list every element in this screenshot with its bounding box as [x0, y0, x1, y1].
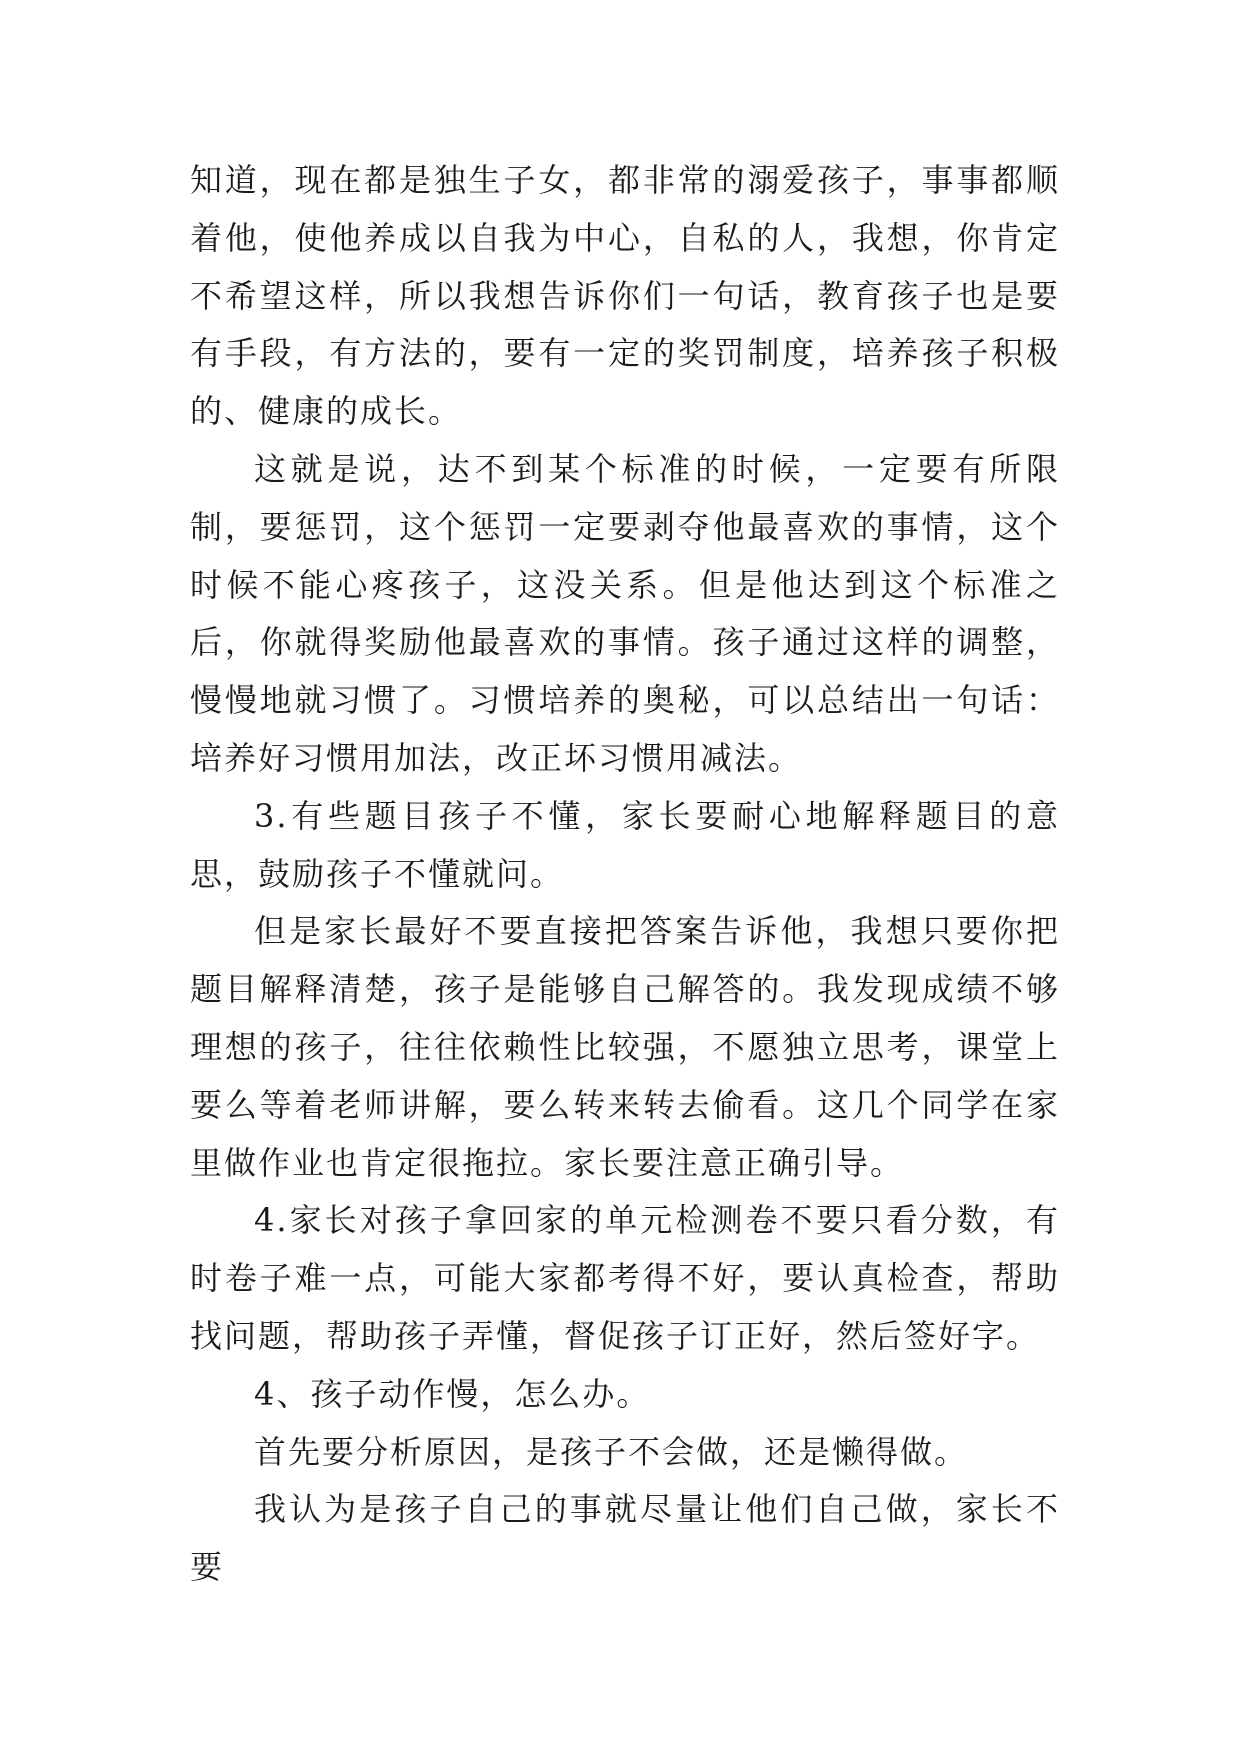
- paragraph-point-4: 4.家长对孩子拿回家的单元检测卷不要只看分数，有时卷子难一点，可能大家都考得不好，要认真检查，帮助找问题，帮助孩子弄懂，督促孩子订正好，然后签好字。: [190, 1201, 1060, 1355]
- document-body: [190, 152, 1060, 1597]
- paragraph-point-3: 3.有些题目孩子不懂，家长要耐心地解释题目的意思，鼓励孩子不懂就问。: [190, 796, 1060, 893]
- section-heading-slow-child: 4、孩子动作慢，怎么办。: [254, 1374, 651, 1413]
- paragraph-self-reliance: 我认为是孩子自己的事就尽量让他们自己做，家长不要: [190, 1490, 1060, 1587]
- paragraph-explain-questions: 但是家长最好不要直接把答案告诉他，我想只要你把题目解释清楚，孩子是能够自己解答的。我发现成绩不够理想的孩子，往往依赖性比较强，不愿独立思考，课堂上要么等着老师讲解，要么转来转去偷看。这几个同学在家里做作业也肯定很拖拉。家长要注意正确引导。: [190, 912, 1060, 1182]
- paragraph-continuation: 知道，现在都是独生子女，都非常的溺爱孩子，事事都顺着他，使他养成以自我为中心，自私的人，我想，你肯定不希望这样，所以我想告诉你们一句话，教育孩子也是要有手段，有方法的，要有一定的奖罚制度，培养孩子积极的、健康的成长。: [190, 161, 1060, 431]
- paragraph-analyze-reason: 首先要分析原因，是孩子不会做，还是懒得做。: [254, 1432, 969, 1471]
- paragraph-reward-punishment: 这就是说，达不到某个标准的时候，一定要有所限制，要惩罚，这个惩罚一定要剥夺他最喜欢的事情，这个时候不能心疼孩子，这没关系。但是他达到这个标准之后，你就得奖励他最喜欢的事情。孩子通过这样的调整，慢慢地就习惯了。习惯培养的奥秘，可以总结出一句话：培养好习惯用加法，改正坏习惯用减法。: [190, 449, 1060, 777]
